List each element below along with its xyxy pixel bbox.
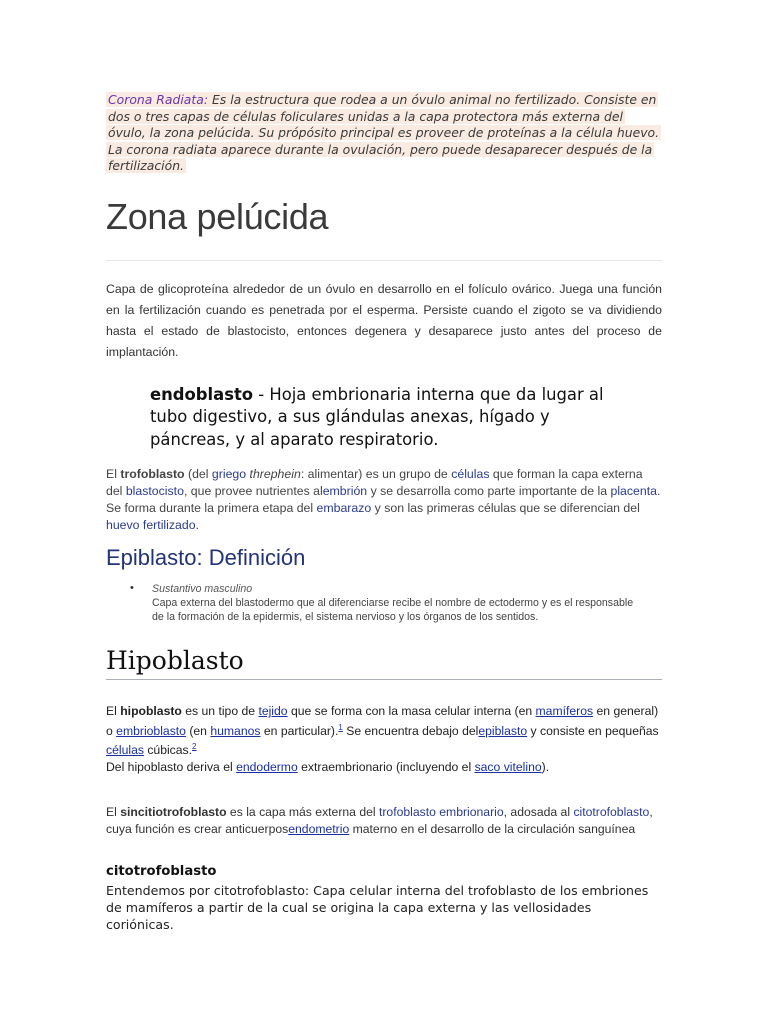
text-run: .	[195, 518, 199, 532]
citotrofoblasto-paragraph: Entendemos por citotrofoblasto: Capa celular interna del trofoblasto de los embriones de mamíferos a partir de la cual se origina la capa externa y las vellosidades coriónicas.	[106, 883, 649, 932]
text-run: , cuya función es crear anticuerpos	[106, 805, 653, 836]
text-run: , que provee nutrientes al	[183, 484, 323, 498]
link-mamiferos[interactable]: mamíferos	[535, 704, 594, 718]
endoblasto-term: endoblasto	[150, 385, 254, 404]
link-celulas[interactable]: células	[106, 743, 144, 758]
heading-divider	[106, 260, 662, 261]
reference-1[interactable]: 1	[338, 722, 343, 732]
text-run: que se forma con la masa celular interna (en	[287, 704, 536, 718]
link-embrion[interactable]: embrión	[322, 484, 368, 498]
text-run: materno en el desarrollo de la circulación sanguínea	[349, 821, 636, 836]
link-embarazo[interactable]: embarazo	[316, 501, 372, 515]
link-trofoblasto-embrionario[interactable]: trofoblasto embrionario	[378, 805, 504, 819]
epiblasto-heading: Epiblasto: Definición	[106, 545, 306, 570]
corona-radiata-term: Corona Radiata:	[108, 92, 209, 107]
corona-radiata-paragraph	[106, 92, 662, 175]
link-huevo-fertilizado[interactable]: huevo fertilizado	[106, 518, 196, 532]
link-endometrio[interactable]: endometrio	[288, 821, 350, 836]
link-tejido[interactable]: tejido	[258, 704, 288, 718]
text-run: es un tipo de	[181, 704, 259, 718]
text-run: , adosada al	[503, 805, 574, 819]
text-run: cúbicas.	[143, 743, 193, 758]
corona-radiata-highlight	[106, 92, 661, 173]
text-run: que forman la capa externa del	[106, 467, 643, 498]
text-run: y son las primeras células que se diferencian del	[371, 501, 640, 515]
hipoblasto-derivation-paragraph	[106, 759, 662, 776]
text-run: es la capa más externa del	[226, 805, 379, 819]
corona-radiata-text: Es la estructura que rodea a un óvulo animal no fertilizado. Consiste en dos o tres capas de células foliculares unidas a la capa protectora más externa del óvulo, la zona pelúcida. Su própósito principal es proveer de proteínas a la célula huevo. La corona radiata aparece durante la ovulación, pero puede desaparecer después de la fertilización.	[108, 92, 660, 174]
hipoblasto-heading: Hipoblasto	[106, 646, 244, 675]
text-run: y se desarrolla como parte importante de la	[367, 484, 611, 498]
list-item	[152, 582, 642, 624]
text-run: (en	[185, 723, 211, 738]
link-embrioblasto[interactable]: embrioblasto	[116, 723, 186, 738]
list-bullet: •	[130, 582, 134, 594]
link-celulas[interactable]: células	[451, 467, 490, 481]
trofoblasto-term: trofoblasto	[120, 467, 185, 481]
text-run: Se encuentra debajo del	[342, 723, 479, 738]
text-run: : alimentar) es un grupo de	[300, 467, 452, 481]
text-run: El	[106, 805, 121, 819]
zona-pelucida-heading: Zona pelúcida	[106, 196, 329, 237]
text-run: Del hipoblasto deriva el	[106, 760, 237, 774]
text-run: en particular).	[260, 723, 339, 738]
hipoblasto-paragraph	[106, 703, 662, 759]
link-placenta[interactable]: placenta	[610, 484, 657, 498]
word-threphein: threphein	[249, 467, 301, 481]
text-run: y consiste en pequeñas	[527, 723, 659, 738]
heading-divider	[106, 679, 662, 680]
part-of-speech: Sustantivo masculino	[152, 583, 253, 595]
sincitiotrofoblasto-paragraph	[106, 804, 662, 837]
text-run: extraembrionario (incluyendo el	[297, 760, 475, 774]
endoblasto-definition	[150, 384, 620, 451]
citotrofoblasto-heading: citotrofoblasto	[106, 864, 217, 879]
link-endodermo[interactable]: endodermo	[236, 760, 298, 774]
reference-2[interactable]: 2	[192, 742, 197, 752]
text-run: ).	[541, 760, 550, 774]
sincitiotrofoblasto-term: sincitiotrofoblasto	[120, 805, 227, 819]
trofoblasto-paragraph	[106, 466, 662, 534]
zona-pelucida-paragraph: Capa de glicoproteína alrededor de un óvulo en desarrollo en el folículo ovárico. Juega una función en la fertilización cuando es penetrada por el esperma. Persiste cuando el zigoto se va dividiendo hasta el estado de blastocisto, entonces degenera y desaparece justo antes del proceso de implantación.	[106, 282, 662, 359]
text-run: (del	[184, 467, 212, 481]
endoblasto-text: - Hoja embrionaria interna que da lugar al tubo digestivo, a sus glándulas anexas, hígado y páncreas, y al aparato respiratorio.	[150, 385, 604, 449]
link-saco-vitelino[interactable]: saco vitelino	[474, 760, 542, 774]
hipoblasto-term: hipoblasto	[120, 704, 182, 718]
text-run: El	[106, 467, 121, 481]
epiblasto-definition-text: Capa externa del blastodermo que al diferenciarse recibe el nombre de ectodermo y es el responsable de la formación de la epidermis, el sistema nervioso y los órganos de los sentidos.	[152, 597, 634, 623]
link-citotrofoblasto[interactable]: citotrofoblasto	[573, 805, 650, 819]
text-run: en general) o	[106, 704, 659, 738]
text-run: . Se forma durante la primera etapa del	[106, 484, 661, 515]
link-humanos[interactable]: humanos	[210, 723, 261, 738]
link-griego[interactable]: griego	[211, 467, 247, 481]
link-epiblasto[interactable]: epiblasto	[478, 723, 528, 738]
link-blastocisto[interactable]: blastocisto	[125, 484, 184, 498]
text-run: El	[106, 704, 121, 718]
